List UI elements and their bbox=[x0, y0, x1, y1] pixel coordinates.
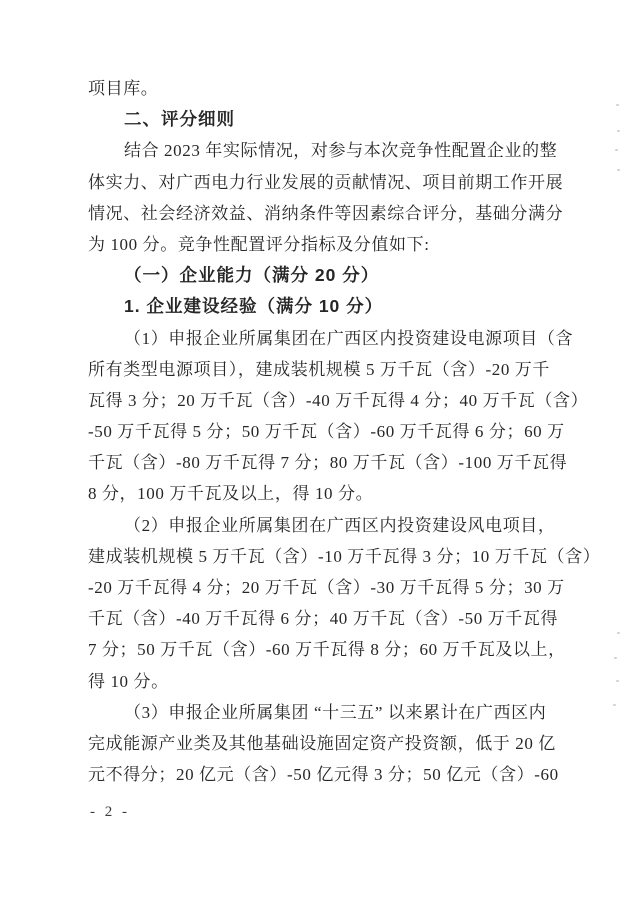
page-number: - 2 - bbox=[90, 804, 130, 820]
body-line: 瓦得 3 分；20 万千瓦（含）-40 万千瓦得 4 分；40 万千瓦（含） bbox=[88, 390, 589, 410]
body-line: 千瓦（含）-80 万千瓦得 7 分；80 万千瓦（含）-100 万千瓦得 bbox=[88, 453, 568, 473]
body-line: 完成能源产业类及其他基础设施固定资产投资额，低于 20 亿 bbox=[88, 733, 556, 753]
body-line: （2）申报企业所属集团在广西区内投资建设风电项目， bbox=[124, 515, 556, 535]
scan-artifact bbox=[617, 130, 620, 132]
subsection-heading: （一）企业能力（满分 20 分） bbox=[124, 265, 380, 286]
scan-artifact bbox=[614, 657, 617, 659]
body-line: 千瓦（含）-40 万千瓦得 6 分；40 万千瓦（含）-50 万千瓦得 bbox=[88, 609, 559, 629]
section-heading: 二、评分细则 bbox=[124, 109, 235, 130]
body-line: 8 分，100 万千瓦及以上，得 10 分。 bbox=[88, 484, 374, 504]
para-continuation: 项目库。 bbox=[88, 79, 159, 98]
body-line: 结合 2023 年实际情况，对参与本次竞争性配置企业的整 bbox=[124, 141, 558, 161]
body-line: -50 万千瓦得 5 分；50 万千瓦（含）-60 万千瓦得 6 分；60 万 bbox=[88, 422, 565, 442]
body-line: （3）申报企业所属集团 “十三五” 以来累计在广西区内 bbox=[124, 702, 547, 722]
document-body bbox=[88, 73, 601, 790]
item-heading: 1. 企业建设经验（满分 10 分） bbox=[124, 296, 384, 317]
body-line: 为 100 分。竞争性配置评分指标及分值如下: bbox=[88, 234, 430, 254]
scan-artifact bbox=[615, 149, 618, 151]
scan-artifact bbox=[617, 632, 620, 634]
body-line: 建成装机规模 5 万千瓦（含）-10 万千瓦得 3 分；10 万千瓦（含） bbox=[88, 546, 601, 566]
body-line: 7 分；50 万千瓦（含）-60 万千瓦得 8 分；60 万千瓦及以上， bbox=[88, 640, 566, 660]
body-line: 元不得分；20 亿元（含）-50 亿元得 3 分；50 亿元（含）-60 bbox=[88, 765, 559, 785]
scan-artifact bbox=[616, 104, 619, 106]
body-line: -20 万千瓦得 4 分；20 万千瓦（含）-30 万千瓦得 5 分；30 万 bbox=[88, 578, 565, 597]
body-line: 体实力、对广西电力行业发展的贡献情况、项目前期工作开展 bbox=[88, 172, 564, 192]
body-line: 得 10 分。 bbox=[88, 671, 169, 691]
body-line: 情况、社会经济效益、消纳条件等因素综合评分，基础分满分 bbox=[88, 203, 564, 223]
scan-artifact bbox=[613, 704, 616, 706]
scan-artifact bbox=[616, 680, 619, 682]
scan-artifact bbox=[617, 169, 620, 171]
body-line: （1）申报企业所属集团在广西区内投资建设电源项目（含 bbox=[124, 328, 574, 348]
body-line: 所有类型电源项目），建成装机规模 5 万千瓦（含）-20 万千 bbox=[88, 359, 551, 379]
